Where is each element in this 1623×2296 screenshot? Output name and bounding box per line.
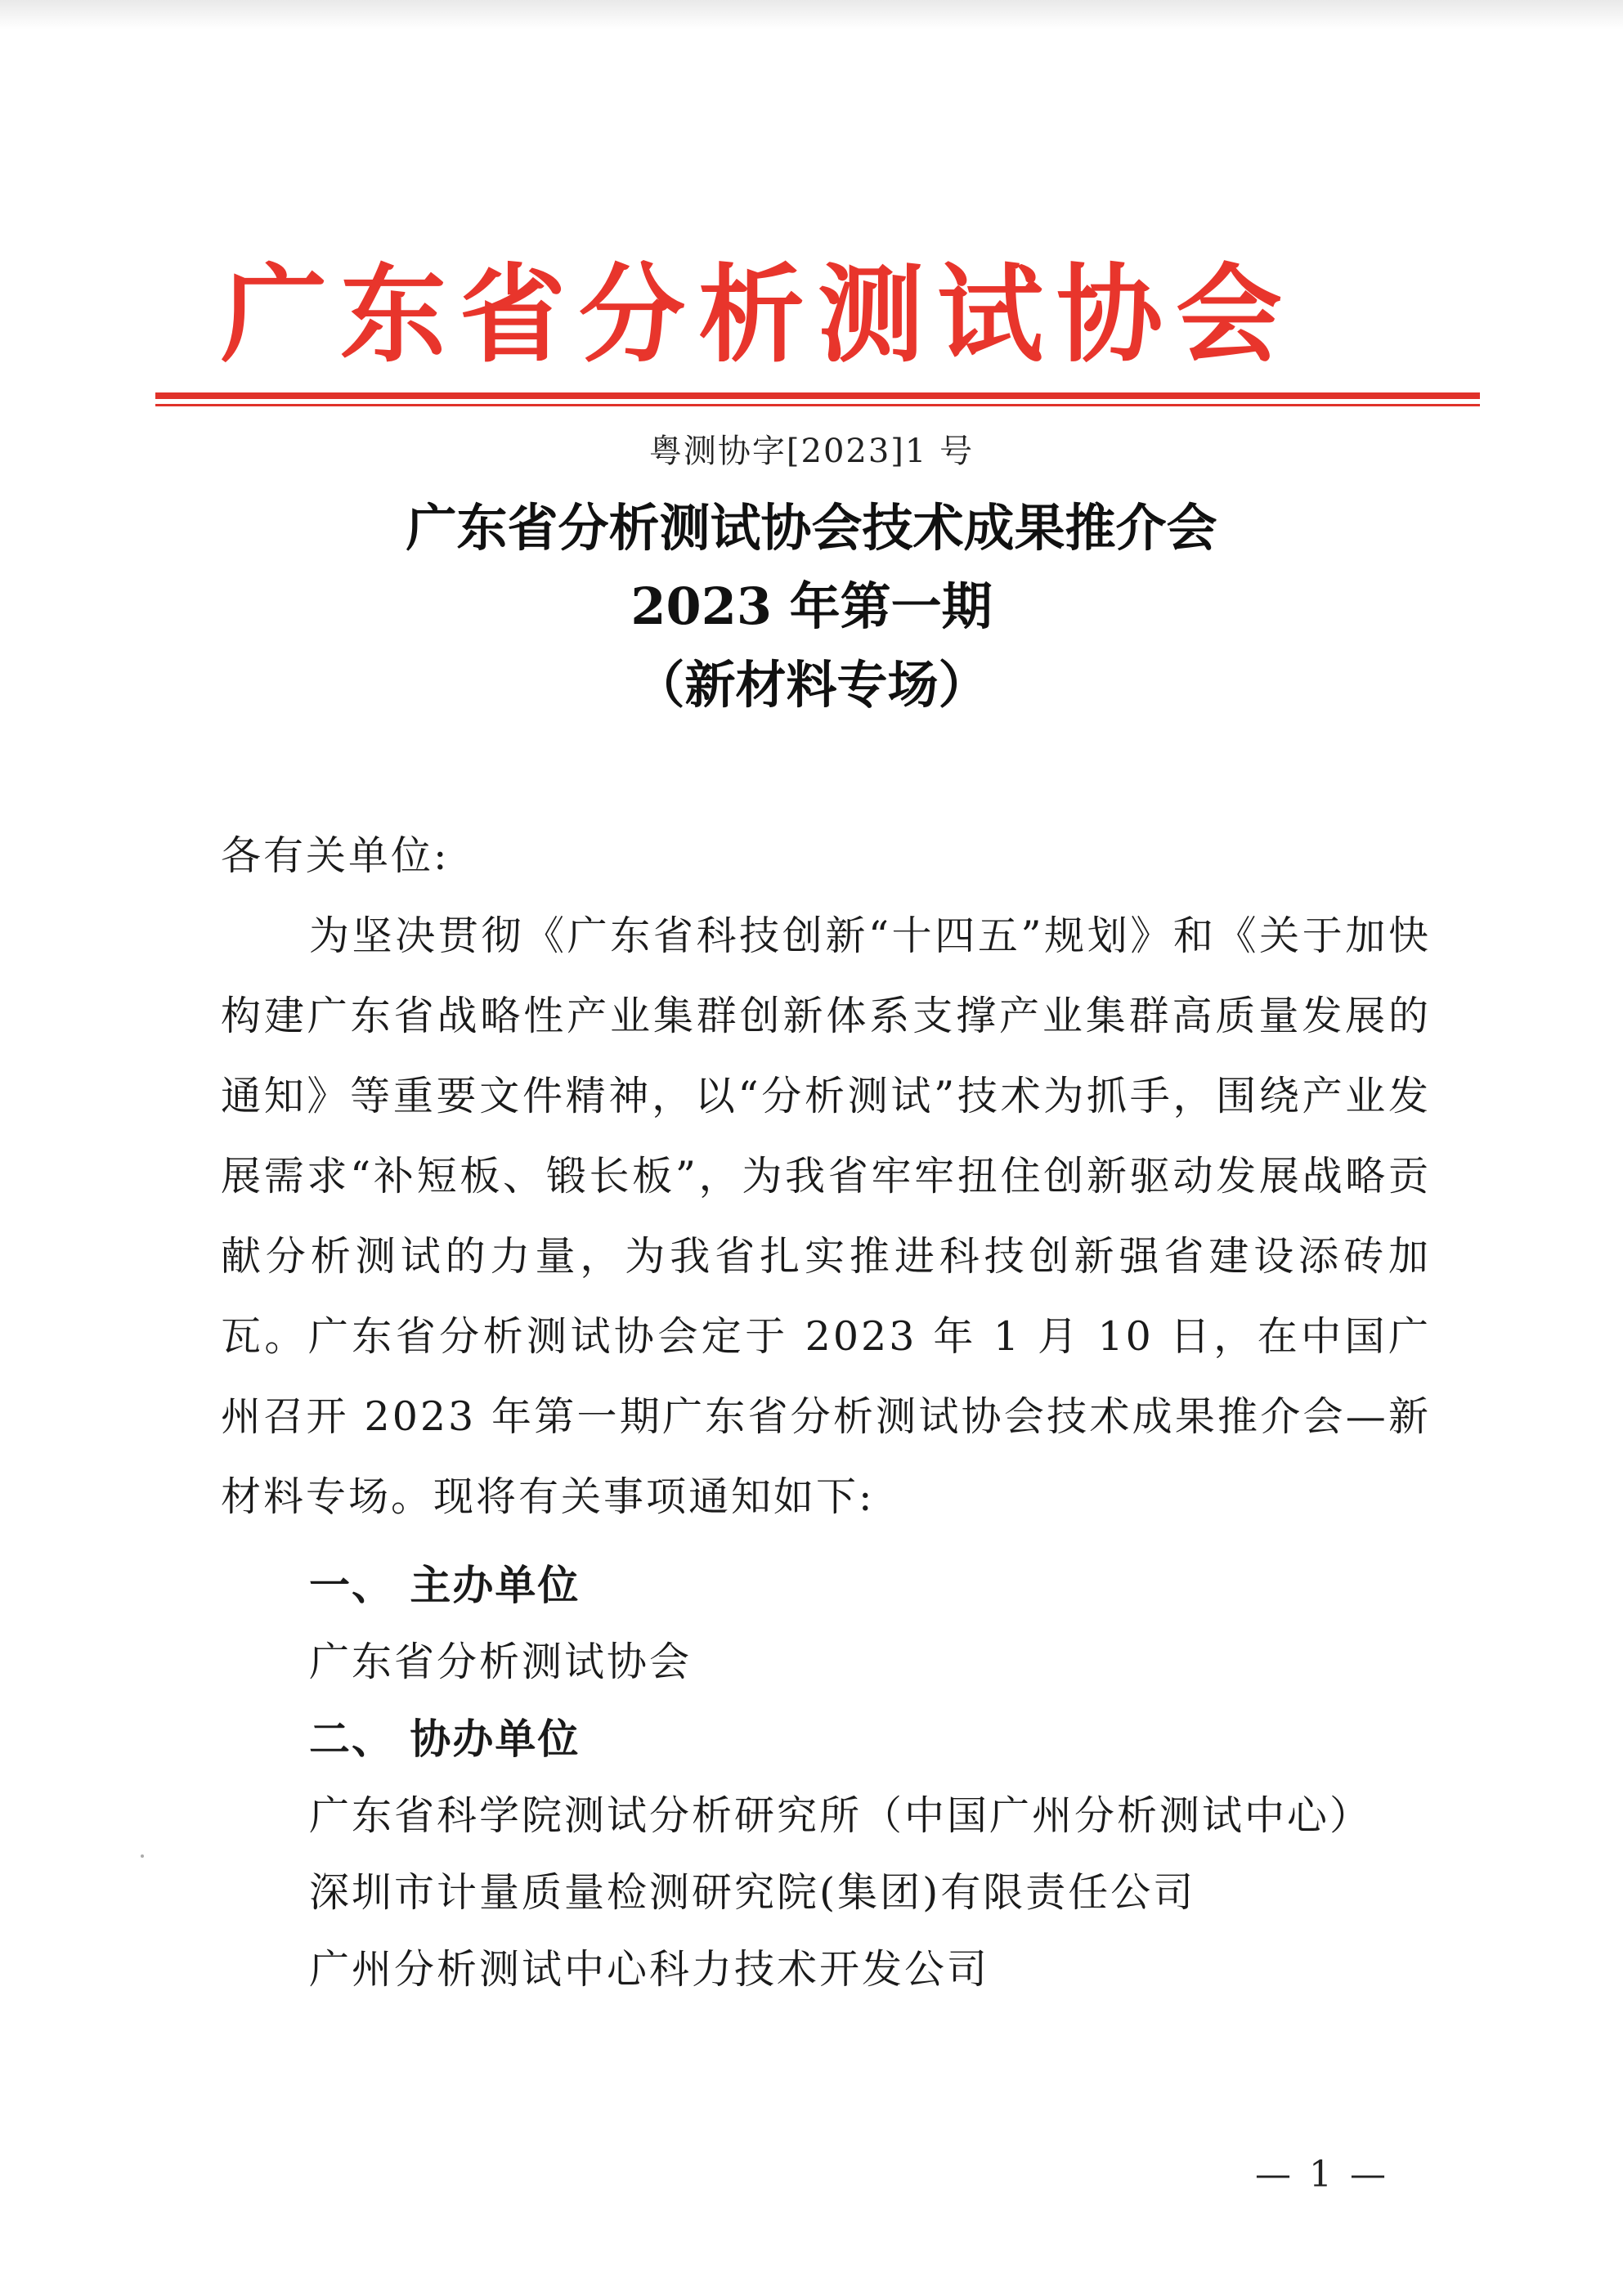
section-item: 广东省分析测试协会 [309,1639,693,1685]
document-title-line-3: （新材料专场） [634,655,989,715]
section-item: 深圳市计量质量检测研究院(集团)有限责任公司 [309,1869,1196,1916]
letterhead-rule-thick [155,392,1480,399]
page-number: — 1 — [1255,2154,1389,2195]
section-heading-co-organizer: 二、 协办单位 [309,1715,581,1763]
salutation: 各有关单位: [221,832,450,879]
document-number: 粤测协字[2023]1 号 [648,433,975,470]
letterhead-title: 广东省分析测试协会 [221,252,1296,377]
document-title-line-2: 2023 年第一期 [630,576,993,636]
body-paragraph: 为坚决贯彻《广东省科技创新“十四五”规划》和《关于加快构建广东省战略性产业集群创新体系支撑产业集群高质量发展的通知》等重要文件精神，以“分析测试”技术为抓手，围绕产业发展需求“补短板、锻长板”，为我省牢牢扭住创新驱动发展战略贡献分析测试的力量，为我省扎实推进科技创新强省建设添砖加瓦。广东省分析测试协会定于 2023 年 1 月 10 日，在中国广州召开 2023 年第一期广东省分析测试协会技术成果推介会—新材料专场。现将有关事项通知如下: [221,913,1431,1520]
letterhead-rule-thin [155,404,1480,406]
scan-edge [0,0,1623,29]
document-title-line-1: 广东省分析测试协会技术成果推介会 [406,498,1217,558]
section-item: 广东省科学院测试分析研究所（中国广州分析测试中心） [309,1792,1373,1839]
scan-speck [141,1854,144,1858]
section-item: 广州分析测试中心科力技术开发公司 [309,1946,990,1993]
section-heading-organizer: 一、 主办单位 [309,1562,581,1609]
